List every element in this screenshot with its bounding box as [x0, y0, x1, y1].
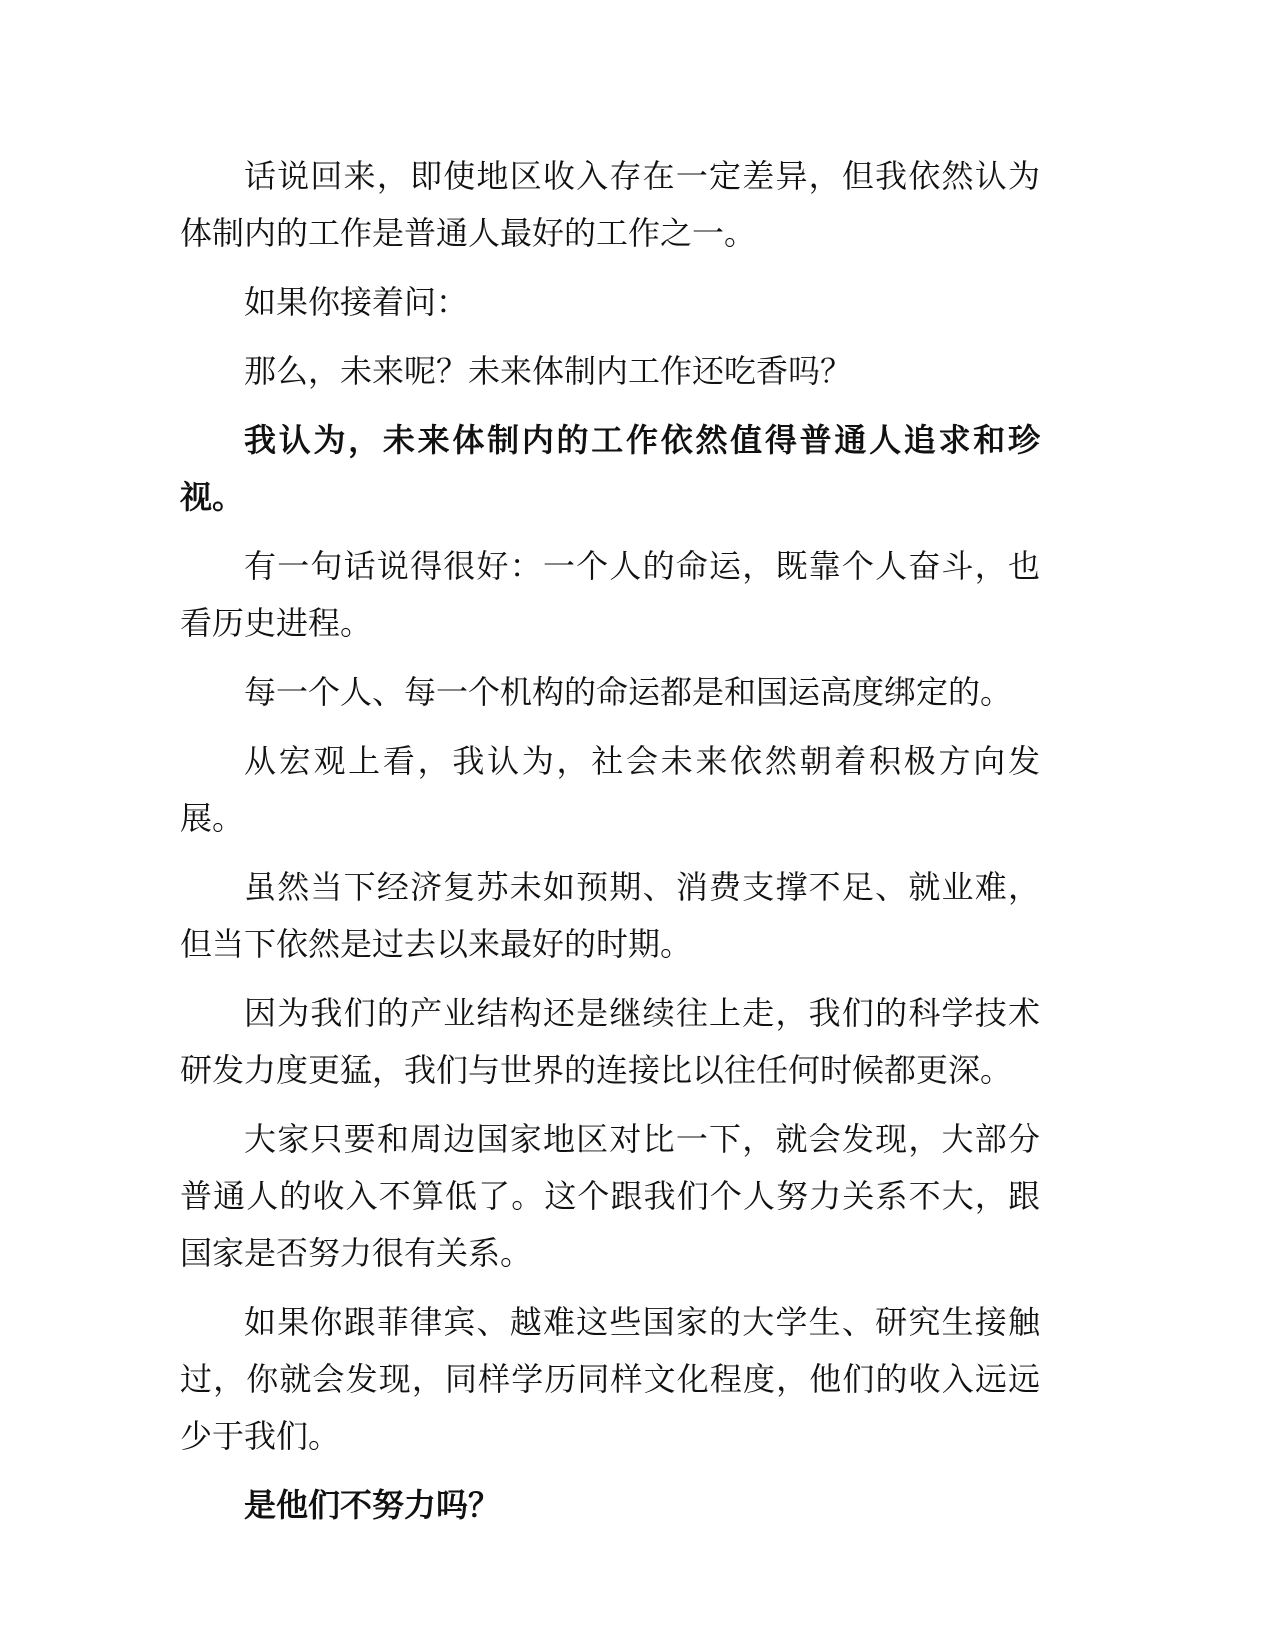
- paragraph-6: 每一个人、每一个机构的命运都是和国运高度绑定的。: [244, 673, 1013, 711]
- paragraph-10: 大家只要和周边国家地区对比一下，就会发现，大部分普通人的收入不算低了。这个跟我们个人努力关系不大，跟国家是否努力很有关系。: [180, 1120, 1040, 1272]
- paragraph-4: 我认为，未来体制内的工作依然值得普通人追求和珍视。: [180, 421, 1040, 516]
- paragraph-9: 因为我们的产业结构还是继续往上走，我们的科学技术研发力度更猛，我们与世界的连接比以往任何时候都更深。: [180, 994, 1040, 1089]
- paragraph-11: 如果你跟菲律宾、越难这些国家的大学生、研究生接触过，你就会发现，同样学历同样文化程度，他们的收入远远少于我们。: [180, 1303, 1040, 1455]
- paragraph-1: 话说回来，即使地区收入存在一定差异，但我依然认为体制内的工作是普通人最好的工作之一。: [180, 157, 1040, 252]
- document-body: [180, 148, 1040, 1546]
- paragraph-12: 是他们不努力吗？: [244, 1486, 501, 1524]
- paragraph-7: 从宏观上看，我认为，社会未来依然朝着积极方向发展。: [180, 742, 1040, 837]
- paragraph-8: 虽然当下经济复苏未如预期、消费支撑不足、就业难，但当下依然是过去以来最好的时期。: [180, 868, 1040, 963]
- paragraph-3: 那么，未来呢？未来体制内工作还吃香吗？: [244, 352, 853, 390]
- paragraph-5: 有一句话说得很好：一个人的命运，既靠个人奋斗，也看历史进程。: [180, 547, 1040, 642]
- paragraph-2: 如果你接着问：: [244, 283, 469, 321]
